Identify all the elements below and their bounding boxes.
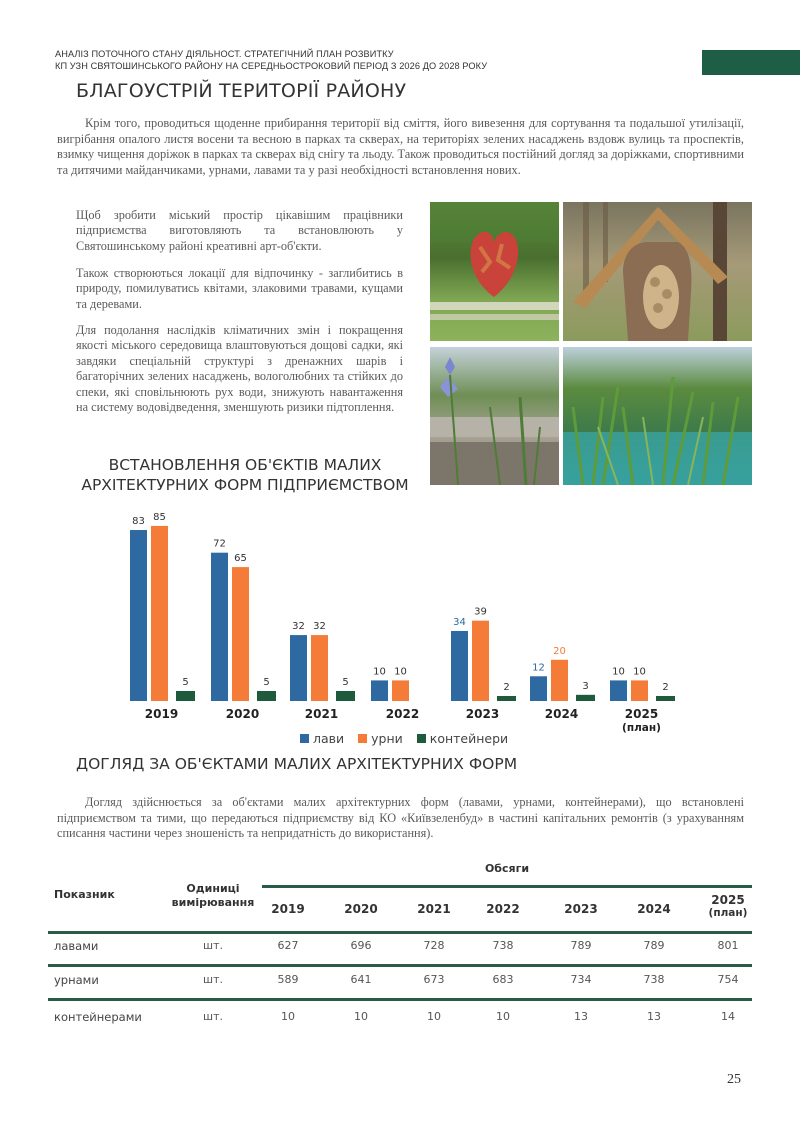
document-header — [55, 48, 487, 72]
table-cell: 10 — [496, 1010, 510, 1023]
table-header-year-2025 — [693, 893, 763, 919]
table-header-year-2022 — [468, 902, 538, 916]
table-rule-header — [48, 931, 752, 934]
data-label-контейнери-2023: 2 — [503, 682, 510, 693]
table-header-year-2024 — [619, 902, 689, 916]
bar-контейнери-2024 — [576, 695, 595, 701]
x-tick-label-2024: 2024 — [544, 707, 579, 721]
bar-chart-svg — [110, 500, 710, 740]
bar-урни-2022 — [392, 680, 409, 701]
table-cell: 734 — [570, 973, 592, 986]
installation-bar-chart — [110, 500, 710, 740]
table-header-unit-line-2: вимірювання — [171, 896, 255, 909]
care-paragraph: Догляд здійснюється за об'єктами малих архітектурних форм (лавами, урнами, контейнерами), що встановлені підприємством та тими, що передаються підприємству від КО «Київзеленбуд» в частині капітальних ремонтів (з урахуванням списання частини через зношеність та непридатність до використання). — [57, 795, 744, 841]
bar-контейнери-2021 — [336, 691, 355, 701]
table-cell: 589 — [277, 973, 299, 986]
chart-title-line-1: ВСТАНОВЛЕННЯ ОБ'ЄКТІВ МАЛИХ — [108, 456, 382, 474]
grasses-illustration — [563, 347, 752, 485]
table-year-label: 2019 — [271, 902, 305, 916]
data-label-урни-2024: 20 — [553, 645, 566, 657]
header-line-1: АНАЛІЗ ПОТОЧНОГО СТАНУ ДІЯЛЬНОСТ. СТРАТЕГІЧНИЙ ПЛАН РОЗВИТКУ — [55, 49, 394, 59]
legend-swatch-bins — [358, 734, 367, 743]
photo-iris-flowers — [430, 347, 559, 485]
data-label-лави-2019: 83 — [132, 516, 145, 528]
bar-лави-2021 — [290, 635, 307, 701]
legend-item-benches — [300, 731, 344, 746]
table-cell: 10 — [281, 1010, 295, 1023]
table-row-label: лавами — [54, 939, 99, 953]
data-label-контейнери-2020: 5 — [263, 677, 270, 688]
x-tick-label-2025: 2025 — [624, 707, 659, 721]
data-label-лави-2021: 32 — [292, 621, 305, 633]
bar-урни-2025 — [631, 680, 648, 701]
legend-item-bins — [358, 731, 403, 746]
table-year-label: 2023 — [564, 902, 598, 916]
x-tick-label-2023: 2023 — [465, 707, 500, 721]
bar-лави-2023 — [451, 631, 468, 701]
table-cell: 10 — [354, 1010, 368, 1023]
chart-legend — [300, 731, 508, 746]
table-header-year-2021 — [399, 902, 469, 916]
table-year-label: 2021 — [417, 902, 451, 916]
photo-collage — [430, 202, 752, 485]
iris-illustration — [430, 347, 559, 485]
photo-wooden-birdhouse — [563, 202, 752, 341]
table-cell: 801 — [717, 939, 739, 952]
intro-paragraph: Крім того, проводиться щоденне прибирання території від сміття, його вивезення для сортування та подальшої утилізації, вигрібання опалого листя восени та весною в парках та скверах, на територіях зелених насаджень вздовж вулиць та проспектів, взимку чищення доріжок в парках та скверах від снігу та льоду. Також проводиться постійний догляд за доріжками, спортивними та дитячими майданчиками, урнами, лавами та у разі необхідності встановлення нових. — [57, 116, 744, 178]
table-cell: 789 — [570, 939, 592, 952]
header-line-2: КП УЗН СВЯТОШИНСЬКОГО РАЙОНУ НА СЕРЕДНЬОСТРОКОВИЙ ПЕРІОД З 2026 ДО 2028 РОКУ — [55, 61, 488, 71]
table-row-unit: шт. — [203, 939, 223, 952]
table-header-year-2020 — [326, 902, 396, 916]
data-label-лави-2022: 10 — [373, 666, 386, 678]
table-row-label: урнами — [54, 973, 99, 987]
bar-урни-2024 — [551, 660, 568, 701]
data-label-урни-2019: 85 — [153, 511, 166, 523]
bar-урни-2019 — [151, 526, 168, 701]
section-title: БЛАГОУСТРІЙ ТЕРИТОРІЇ РАЙОНУ — [76, 80, 407, 102]
table-row-label: контейнерами — [54, 1010, 142, 1024]
table-header-indicator: Показник — [54, 888, 115, 901]
table-row-divider — [48, 964, 752, 967]
legend-swatch-benches — [300, 734, 309, 743]
table-header-unit-line-1: Одиниці — [186, 882, 240, 895]
side-paragraph-recreation: Також створюються локації для відпочинку - заглибитись в природу, помилуватись квітами, злаковими травами, кущами та деревами. — [76, 266, 403, 311]
table-cell: 673 — [423, 973, 445, 986]
table-year-sublabel: (план) — [708, 907, 748, 919]
bar-контейнери-2023 — [497, 696, 516, 701]
table-header-year-2019 — [253, 902, 323, 916]
data-label-контейнери-2024: 3 — [582, 680, 589, 692]
table-cell: 13 — [574, 1010, 588, 1023]
care-section-title: ДОГЛЯД ЗА ОБ'ЄКТАМИ МАЛИХ АРХІТЕКТУРНИХ ФОРМ — [76, 755, 518, 773]
table-cell: 728 — [423, 939, 445, 952]
data-label-лави-2020: 72 — [213, 538, 226, 550]
bar-лави-2022 — [371, 680, 388, 701]
bar-лави-2025 — [610, 680, 627, 701]
table-cell: 754 — [717, 973, 739, 986]
table-row-divider — [48, 998, 752, 1001]
data-label-урни-2020: 65 — [234, 553, 247, 565]
table-cell: 696 — [350, 939, 372, 952]
x-tick-label-2021: 2021 — [304, 707, 339, 721]
bar-лави-2024 — [530, 676, 547, 701]
heart-sculpture-illustration — [430, 202, 559, 341]
x-tick-sublabel-2025: (план) — [622, 722, 661, 734]
legend-label-containers: контейнери — [429, 731, 509, 746]
x-tick-label-2020: 2020 — [225, 707, 260, 721]
bar-контейнери-2025 — [656, 696, 675, 701]
legend-item-containers — [417, 731, 508, 746]
data-label-контейнери-2025: 2 — [662, 682, 669, 693]
data-label-урни-2022: 10 — [394, 666, 407, 678]
table-cell: 738 — [492, 939, 514, 952]
table-cell: 10 — [427, 1010, 441, 1023]
header-accent-bar — [702, 50, 800, 75]
data-label-контейнери-2021: 5 — [342, 677, 349, 688]
photo-heart-art-object — [430, 202, 559, 341]
legend-swatch-containers — [417, 734, 426, 743]
bar-лави-2020 — [211, 553, 228, 701]
data-label-урни-2025: 10 — [633, 666, 646, 678]
side-paragraph-art-objects: Щоб зробити міський простір цікавішим працівники підприємства виготовляють та встановлюють у Святошинському районі креативні арт-об'єкти. — [76, 208, 403, 253]
data-label-контейнери-2019: 5 — [182, 677, 189, 688]
table-year-label: 2020 — [344, 902, 378, 916]
table-cell: 13 — [647, 1010, 661, 1023]
table-rule-group — [262, 885, 752, 888]
table-row-unit: шт. — [203, 1010, 223, 1023]
table-year-label: 2025 — [711, 893, 745, 907]
bar-урни-2020 — [232, 567, 249, 701]
table-cell: 789 — [643, 939, 665, 952]
birdhouse-illustration — [563, 202, 752, 341]
side-paragraph-rain-gardens: Для подолання наслідків кліматичних змін і покращення якості міського середовища влаштовуються дощові садки, які завдяки спеціальній структурі з дренажних шарів і багаторічних зелених насаджень, вологолюбних та стійких до спеки, які сповільнюють рух води, знижують навантаження на систему водовідведення, зменшують ризики підтоплення. — [76, 323, 403, 415]
data-label-лави-2023: 34 — [453, 616, 466, 628]
data-label-урни-2021: 32 — [313, 621, 326, 633]
table-cell: 14 — [721, 1010, 735, 1023]
table-year-label: 2022 — [486, 902, 520, 916]
bar-лави-2019 — [130, 530, 147, 701]
x-tick-label-2022: 2022 — [385, 707, 420, 721]
table-cell: 738 — [643, 973, 665, 986]
table-cell: 627 — [277, 939, 299, 952]
chart-title-line-2: АРХІТЕКТУРНИХ ФОРМ ПІДПРИЄМСТВОМ — [81, 476, 409, 494]
page-number: 25 — [727, 1072, 741, 1087]
bar-контейнери-2019 — [176, 691, 195, 701]
table-cell: 641 — [350, 973, 372, 986]
table-row-unit: шт. — [203, 973, 223, 986]
table-year-label: 2024 — [637, 902, 671, 916]
x-tick-label-2019: 2019 — [144, 707, 179, 721]
table-header-volumes: Обсяги — [484, 862, 530, 875]
table-cell: 683 — [492, 973, 514, 986]
legend-label-bins: урни — [371, 731, 403, 746]
bar-контейнери-2020 — [257, 691, 276, 701]
data-label-урни-2023: 39 — [474, 606, 487, 618]
bar-урни-2021 — [311, 635, 328, 701]
table-header-year-2023 — [546, 902, 616, 916]
legend-label-benches: лави — [313, 731, 345, 746]
table-header-unit — [158, 882, 268, 910]
data-label-лави-2025: 10 — [612, 666, 625, 678]
photo-rain-garden — [563, 347, 752, 485]
chart-title — [60, 455, 430, 495]
data-label-лави-2024: 12 — [532, 662, 545, 674]
bar-урни-2023 — [472, 621, 489, 701]
